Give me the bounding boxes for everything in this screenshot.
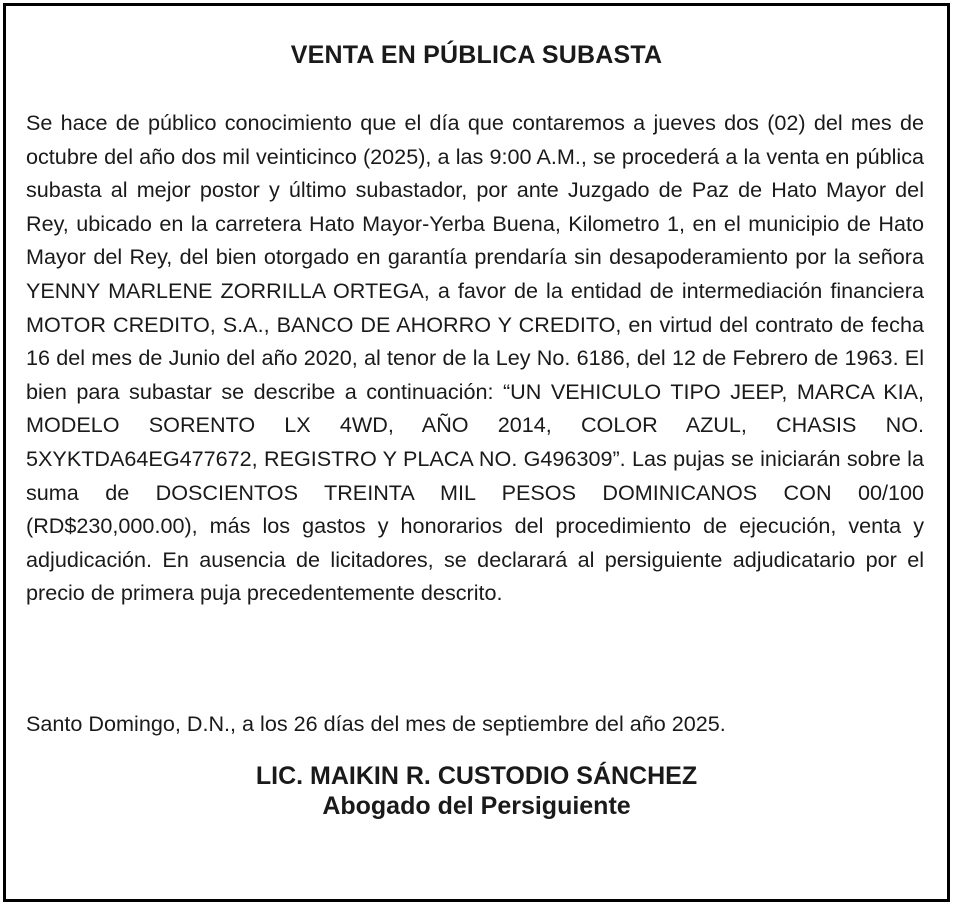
- signer-role: Abogado del Persiguiente: [322, 792, 631, 820]
- notice-frame: [3, 3, 950, 902]
- notice-date-line: Santo Domingo, D.N., a los 26 días del mes de septiembre del año 2025.: [26, 711, 726, 736]
- notice-body: Se hace de público conocimiento que el día que contaremos a jueves dos (02) del mes de octubre del año dos mil veinticinco (2025), a las 9:00 A.M., se procederá a la venta en pública subasta al mejor postor y último subastador, por ante Juzgado de Paz de Hato Mayor del Rey, ubicado en la carretera Hato Mayor-Yerba Buena, Kilometro 1, en el municipio de Hato Mayor del Rey, del bien otorgado en garantía prendaría sin desapoderamiento por la señora YENNY MARLENE ZORRILLA ORTEGA, a favor de la entidad de intermediación financiera MOTOR CREDITO, S.A., BANCO DE AHORRO Y CREDITO, en virtud del contrato de fecha 16 del mes de Junio del año 2020, al tenor de la Ley No. 6186, del 12 de Febrero de 1963. El bien para subastar se describe a continuación: “UN VEHICULO TIPO JEEP, MARCA KIA, MODELO SORENTO LX 4WD, AÑO 2014, COLOR AZUL, CHASIS NO. 5XYKTDA64EG477672, REGISTRO Y PLACA NO. G496309”. Las pujas se iniciarán sobre la suma de DOSCIENTOS TREINTA MIL PESOS DOMINICANOS CON 00/100 (RD$230,000.00), más los gastos y honorarios del procedimiento de ejecución, venta y adjudicación. En ausencia de licitadores, se declarará al persiguiente adjudicatario por el precio de primera puja precedentemente descrito.: [26, 110, 924, 606]
- signer-name: LIC. MAIKIN R. CUSTODIO SÁNCHEZ: [255, 762, 698, 790]
- auction-notice: [6, 6, 947, 899]
- notice-title: VENTA EN PÚBLICA SUBASTA: [290, 41, 663, 69]
